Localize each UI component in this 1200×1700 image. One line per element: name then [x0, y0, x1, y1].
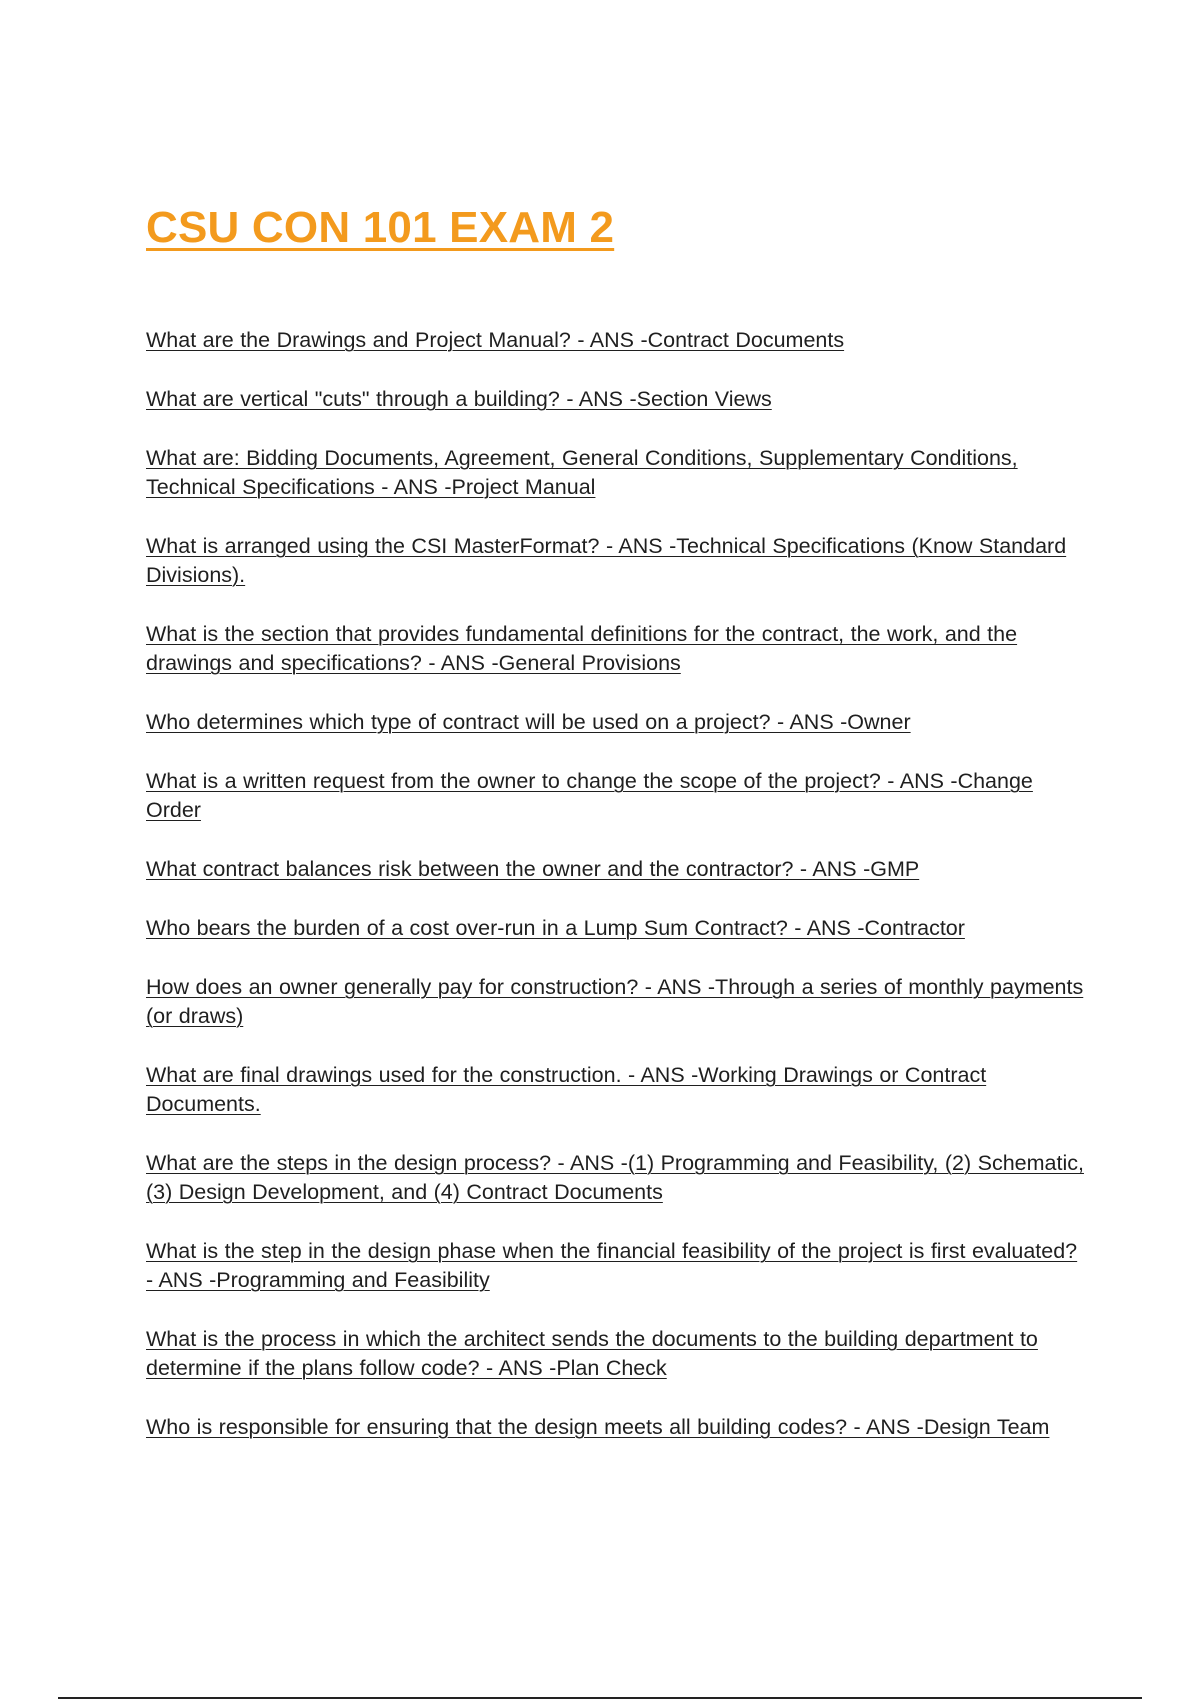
qa-item: How does an owner generally pay for construction? - ANS -Through a series of monthly payments (or draws) — [146, 975, 1084, 1028]
footer-divider — [58, 1697, 1142, 1699]
qa-item: What contract balances risk between the owner and the contractor? - ANS -GMP — [146, 857, 920, 881]
qa-item: Who is responsible for ensuring that the design meets all building codes? - ANS -Design Team — [146, 1415, 1050, 1439]
qa-item: Who bears the burden of a cost over-run in a Lump Sum Contract? - ANS -Contractor — [146, 916, 965, 940]
qa-item: What is the step in the design phase when the financial feasibility of the project is first evaluated? - ANS -Programming and Feasibility — [146, 1239, 1078, 1292]
qa-item: What is the section that provides fundamental definitions for the contract, the work, and the drawings and specifications? - ANS -General Provisions — [146, 622, 1018, 675]
qa-item: What are: Bidding Documents, Agreement, General Conditions, Supplementary Conditions, Technical Specifications - ANS -Project Manual — [146, 446, 1018, 499]
qa-list — [146, 326, 1086, 1472]
qa-item: What are vertical "cuts" through a building? - ANS -Section Views — [146, 387, 772, 411]
qa-item: What is arranged using the CSI MasterFormat? - ANS -Technical Specifications (Know Standard Divisions). — [146, 534, 1067, 587]
qa-item: What is the process in which the architect sends the documents to the building department to determine if the plans follow code? - ANS -Plan Check — [146, 1327, 1038, 1380]
qa-item: What are final drawings used for the construction. - ANS -Working Drawings or Contract Documents. — [146, 1063, 987, 1116]
qa-item: What are the Drawings and Project Manual? - ANS -Contract Documents — [146, 328, 845, 352]
qa-item: What is a written request from the owner to change the scope of the project? - ANS -Change Order — [146, 769, 1033, 822]
qa-item: Who determines which type of contract will be used on a project? - ANS -Owner — [146, 710, 911, 734]
page-title: CSU CON 101 EXAM 2 — [146, 203, 615, 252]
qa-item: What are the steps in the design process? - ANS -(1) Programming and Feasibility, (2) Schematic, (3) Design Development, and (4) Contract Documents — [146, 1151, 1084, 1204]
